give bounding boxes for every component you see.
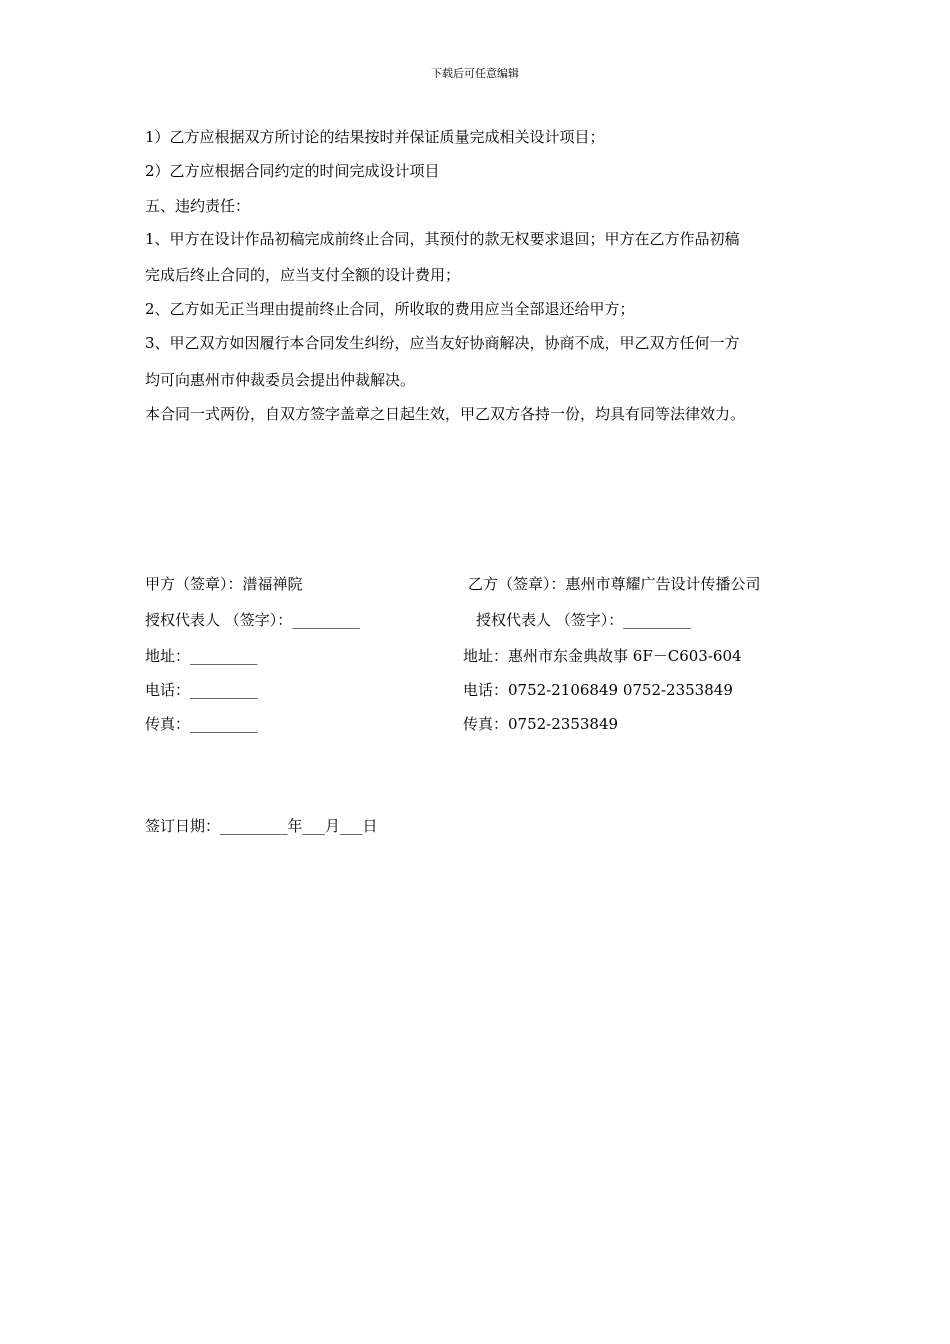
clause-line: 1）乙方应根据双方所讨论的结果按时并保证质量完成相关设计项目；	[145, 128, 605, 146]
party-b-phone: 电话：0752-2106849 0752-2353849	[463, 681, 733, 699]
party-a-address: 地址：_________	[145, 647, 258, 665]
party-b-fax: 传真：0752-2353849	[463, 715, 619, 733]
party-a-fax: 传真：_________	[145, 715, 258, 733]
party-b-address: 地址：惠州市东金典故事 6F－C603-604	[463, 647, 742, 665]
party-a-name: 甲方（签章）：潽福禅院	[145, 575, 303, 593]
party-a-representative: 授权代表人 （签字）：_________	[145, 611, 360, 629]
section-heading: 五、违约责任：	[145, 197, 251, 215]
clause-line: 2）乙方应根据合同约定的时间完成设计项目	[145, 162, 440, 180]
signing-date: 签订日期：_________年___月___日	[145, 817, 378, 835]
party-b-name: 乙方（签章）：惠州市尊耀广告设计传播公司	[468, 575, 761, 593]
party-b-representative: 授权代表人 （签字）：_________	[476, 611, 691, 629]
clause-line: 3、甲乙双方如因履行本合同发生纠纷，应当友好协商解决，协商不成，甲乙双方任何一方	[145, 334, 740, 352]
clause-line: 均可向惠州市仲裁委员会提出仲裁解决。	[145, 371, 416, 389]
clause-line: 2、乙方如无正当理由提前终止合同，所收取的费用应当全部退还给甲方；	[145, 300, 635, 318]
closing-clause: 本合同一式两份，自双方签字盖章之日起生效，甲乙双方各持一份，均具有同等法律效力。	[145, 405, 746, 423]
clause-line: 1、甲方在设计作品初稿完成前终止合同，其预付的款无权要求退回；甲方在乙方作品初稿	[145, 230, 740, 248]
clause-line: 完成后终止合同的，应当支付全额的设计费用；	[145, 266, 461, 284]
page-header-note: 下载后可任意编辑	[431, 67, 519, 80]
party-a-phone: 电话：_________	[145, 681, 258, 699]
